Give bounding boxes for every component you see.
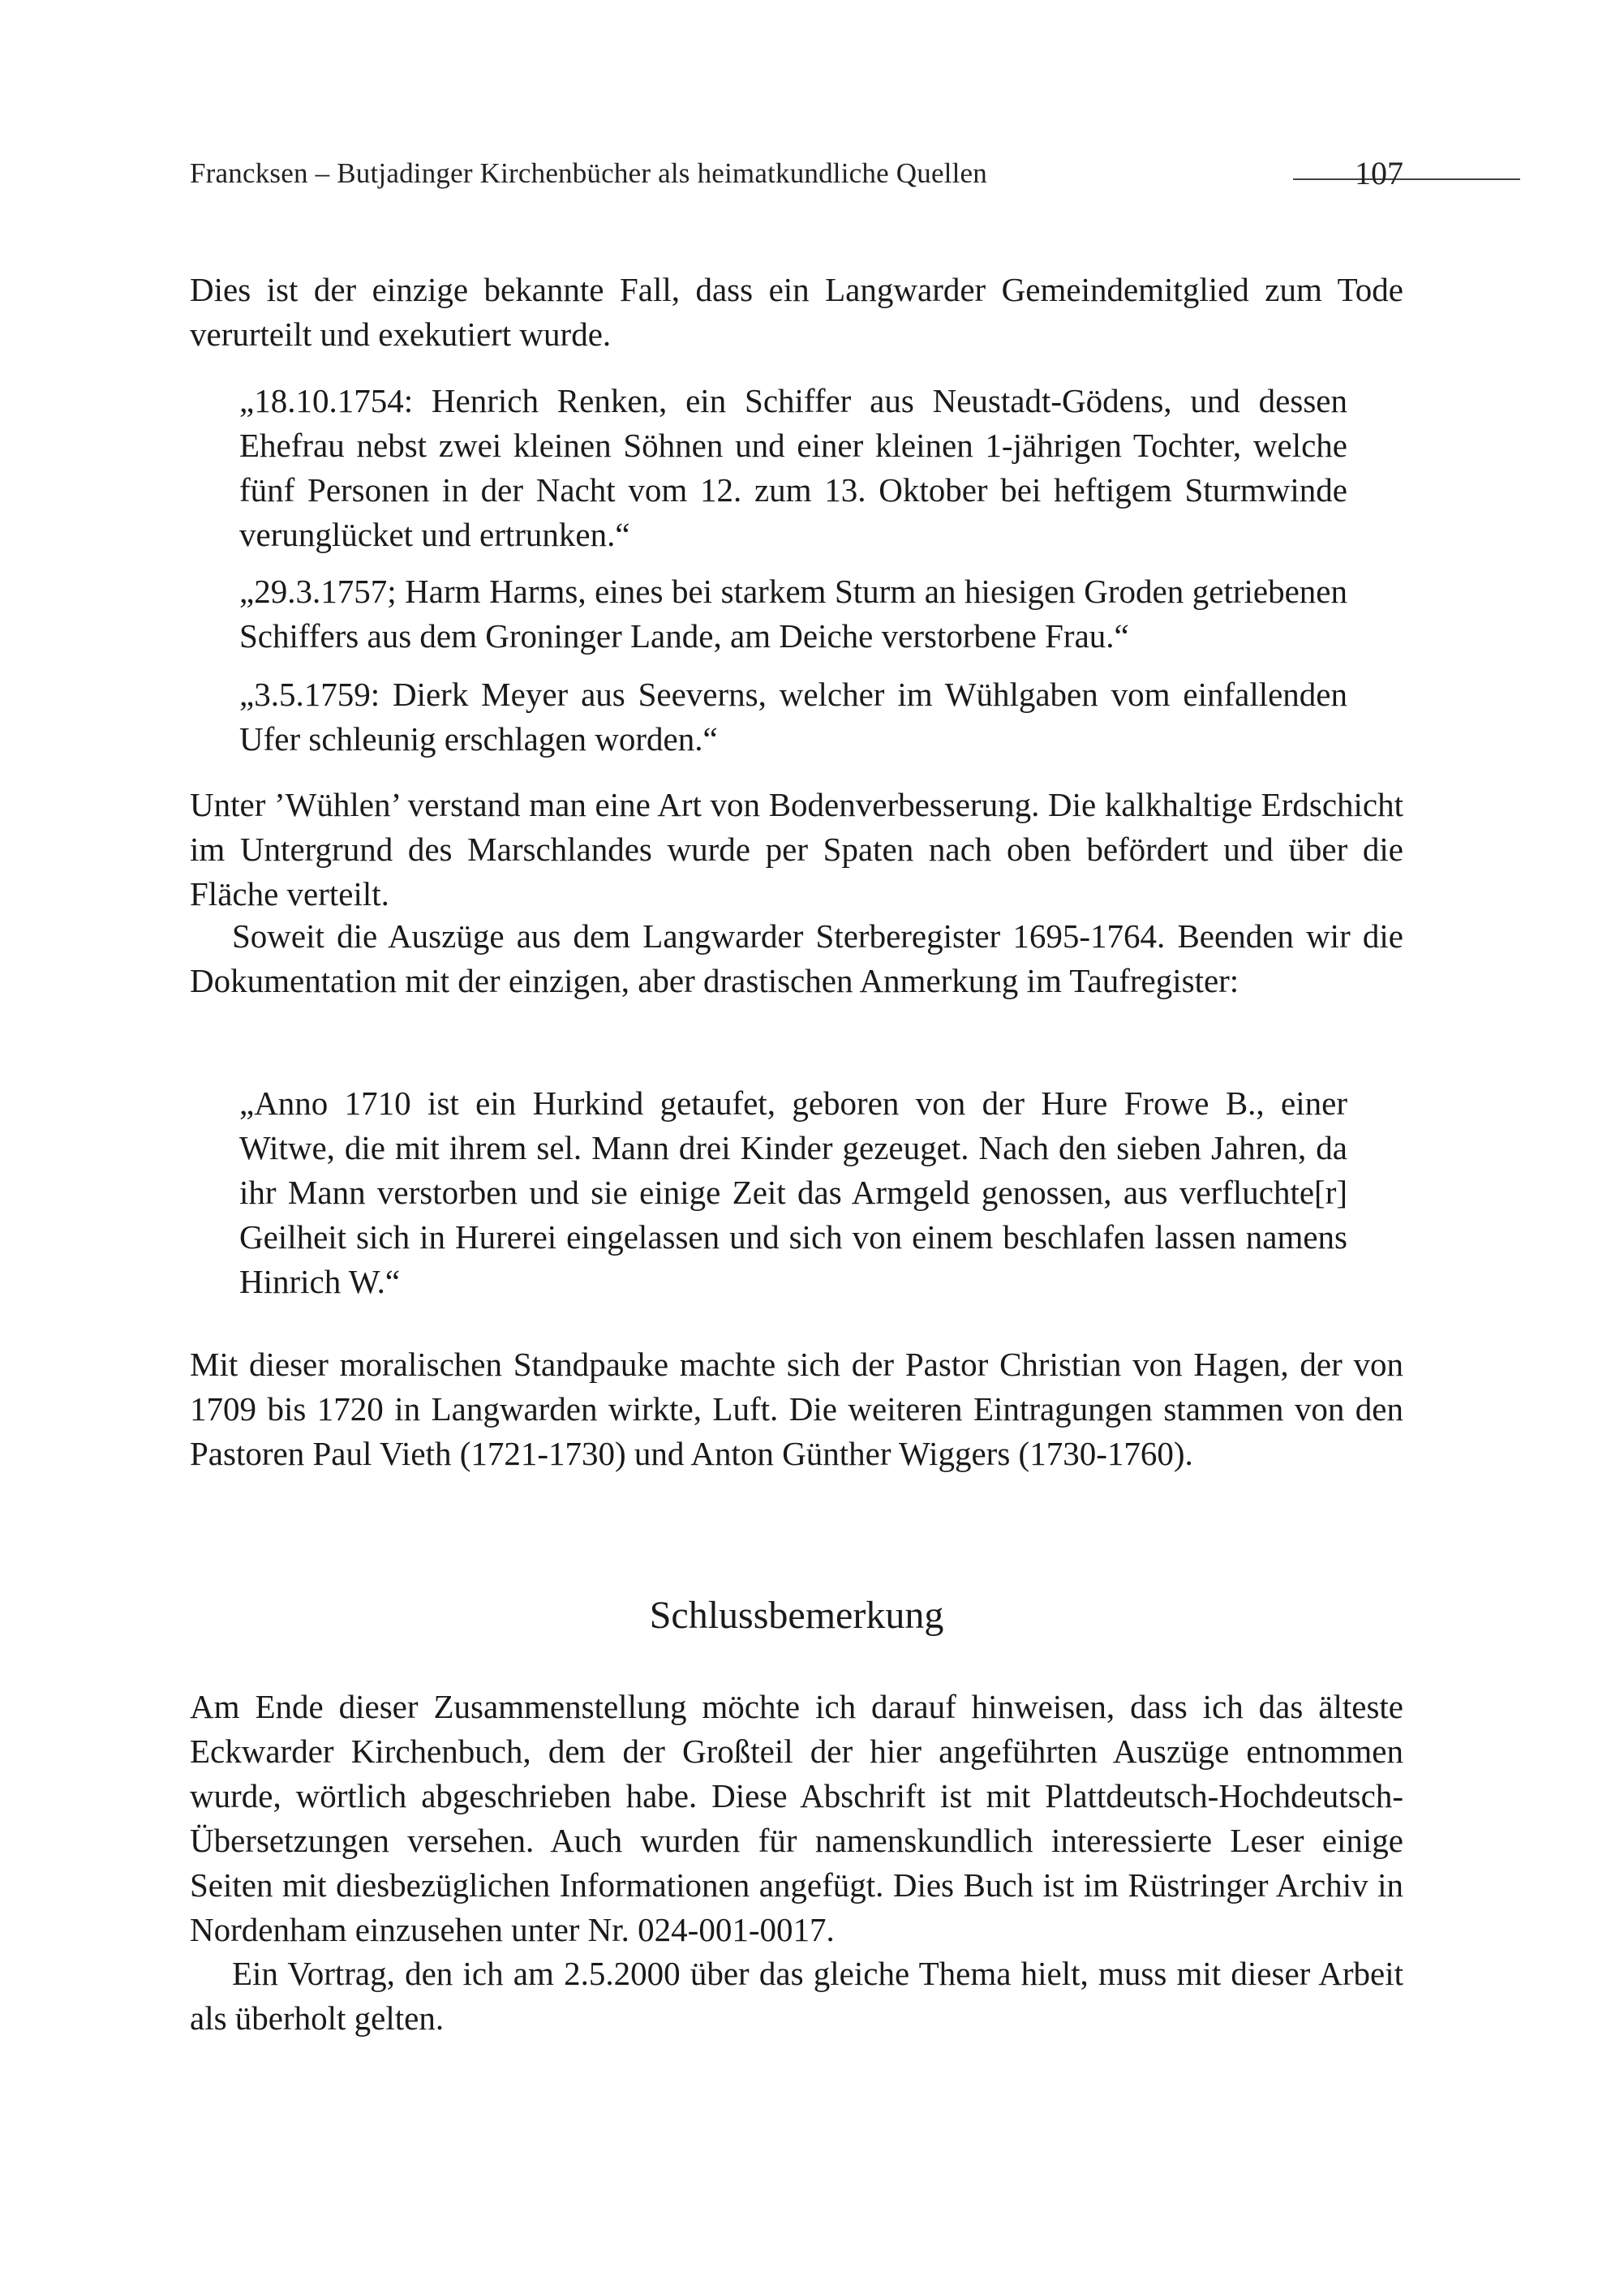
paragraph-sterberegister: Soweit die Auszüge aus dem Langwarder Sterberegister 1695-1764. Beenden wir die Dokumentation mit der einzigen, aber drastischen Anmerkung im Taufregister: [190,917,1403,999]
quote-meyer: „3.5.1759: Dierk Meyer aus Seeverns, welcher im Wühlgaben vom einfallenden Ufer schleunig erschlagen worden.“ [239,676,1347,758]
section-heading: Schlussbemerkung [649,1594,944,1637]
running-header [190,151,1403,196]
paragraph-death-sentence: Dies ist der einzige bekannte Fall, dass ein Langwarder Gemeindemitglied zum Tode verurteilt und exekutiert wurde. [190,271,1403,353]
quote-renken: „18.10.1754: Henrich Renken, ein Schiffer aus Neustadt-Gödens, und dessen Ehefrau nebst zwei kleinen Söhnen und einer kleinen 1-jährigen Tochter, welche fünf Personen in der Nacht vom 12. zum 13. Oktober bei heftigem Sturmwinde verunglücket und ertrunken.“ [239,382,1347,553]
quote-hurkind: „Anno 1710 ist ein Hurkind getaufet, geboren von der Hure Frowe B., einer Witwe, die mit ihrem sel. Mann drei Kinder gezeuget. Nach den sieben Jahren, da ihr Mann verstorben und sie einige Zeit das Armgeld genossen, aus verfluchte[r] Geilheit sich in Hurerei eingelassen und sich von einem beschlafen lassen namens Hinrich W.“ [239,1084,1347,1300]
quote-harms: „29.3.1757; Harm Harms, eines bei starkem Sturm an hiesigen Groden getriebenen Schiffers aus dem Groninger Lande, am Deiche verstorbene Frau.“ [239,573,1347,655]
header-rule [1293,178,1520,180]
running-title: Francksen – Butjadinger Kirchenbücher als heimatkundliche Quellen [190,157,987,189]
paragraph-schluss: Am Ende dieser Zusammenstellung möchte ich darauf hinweisen, dass ich das älteste Eckwarder Kirchenbuch, dem der Großteil der hier angeführten Auszüge entnommen wurde, wörtlich abgeschrieben habe. Diese Abschrift ist mit Plattdeutsch-Hochdeutsch-Übersetzungen versehen. Auch wurden für namenskundlich interessierte Leser einige Seiten mit diesbezüglichen Informationen angefügt. Dies Buch ist im Rüstringer Archiv in Nordenham einzusehen unter Nr. 024-001-0017. [190,1688,1403,1948]
paragraph-pastor: Mit dieser moralischen Standpauke machte sich der Pastor Christian von Hagen, der von 1709 bis 1720 in Langwarden wirkte, Luft. Die weiteren Eintragungen stammen von den Pastoren Paul Vieth (1721-1730) und Anton Günther Wiggers (1730-1760). [190,1346,1403,1472]
paragraph-vortrag: Ein Vortrag, den ich am 2.5.2000 über das gleiche Thema hielt, muss mit dieser Arbeit als überholt gelten. [190,1955,1403,2037]
paragraph-wuehlen: Unter ’Wühlen’ verstand man eine Art von Bodenverbesserung. Die kalkhaltige Erdschicht im Untergrund des Marschlandes wurde per Spaten nach oben befördert und über die Fläche verteilt. [190,786,1403,912]
page-number: 107 [1355,155,1403,191]
